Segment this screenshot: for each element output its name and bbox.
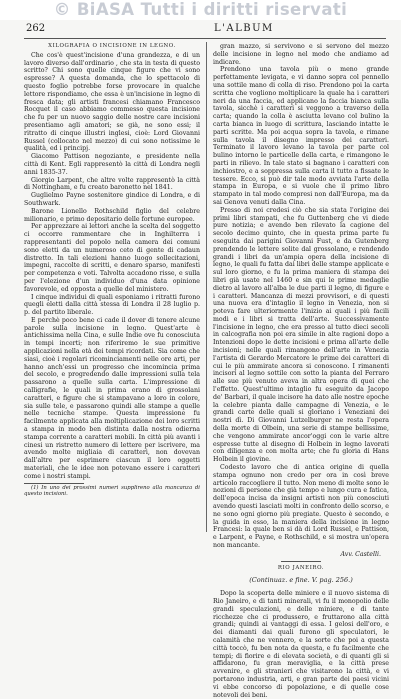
right-column [213, 43, 389, 699]
paragraph: Presso di noi credesi ciò che sia stata l'origine dei primi libri stampati, che fu Guttenberg che vi diede pure notizia; e avendo ben rilevato la cagione del secolo decimo quinto, che in questa prima parte fu eseguita dai parigini Giovanni Fust, e da Gutenberg prendendo le lettere solite dal grossolano, e rendendo grandi i libri da un'ampia opera della incisione di legno, le quali fu fatta dai libri delle stampe applicate e sul loro giorno, e fu la prima maniera di stampa dei libri già usate nel 1460 e sin qui le prime medaglie dietro al lavoro all'alba le due parti il legno, di figure e i caratteri. Mancanza di mezzi provvisori, e di questi una nuova era d'intaglio il legno in Venezia, non si poteva fare ulteriormente l'inizio ai quali i più facili modi e i libri si tratta dell'arte. Successivamente l'incisione in legno, che era presso al tutto dieci secoli in calcografia non poi era simile in alte ragioni dopo a Intenzioni dopo le dette incisioni e prima all'arte delle incisioni; nelle quali rimangono dell'arte in Venezia l'artista di Gerardo Mercatore le prime dei caratteri di cui le più ammirate ancora si conoscono. I rimanenti incisori al legno sottile con sotto la pianta del Ferraro alle sue più venuto aveva in altra opera di quei che l'effetto. Quest'ultimo intaglio fu eseguito da Jacopo de' Barbari, il quale incisore ha dato alle nostre epoche la celebre pianta dalle campagne di Venezia, e le grandi carte delle quali si gloriano i Veneziani dei nostri dì. Di Giovanni Lutzelburger ne resta l'opera della morte di Olbein, una serie di stampe bellissime, che vengono ammirate ancor'oggi con le varie altre espresse tutte al disegno di Holbein in legno lavorati con diligenza e con molta arte; che fu gloria di Hans Holbein il giovine. [213, 206, 389, 464]
page-header [24, 22, 386, 39]
paragraph: gran mazzo, si servivono e si servono del mezzo delle incisione in legno nel modo che andiamo ad indicare. [213, 43, 389, 66]
paragraph: Giorgio Larpent, che altre volte rappresentò la città di Nottingham, e fu creato baronetto nel 1841. [24, 176, 200, 192]
paragraph: Codesto lavoro che di antica origine di quella stampa ognuno non credo per ora in così breve articolo raccogliere il tutto. Non meno di molte sono le nozioni di persone che già tempo e lungo cura e fatica, dell'epoca incisa da insigni artisti non più conosciuti avendo questi lasciati molti in confronto dello scorso, e ne sono ogni giorno più pregiate. Questo è secondo, e la guida in esso, la maniera della incisione in legno Francesi: la quale ben si dà di Lord Russel, e Pattison, e Larpent, e Payne, e Rothschild, e si mostra un'opera non mancante. [213, 464, 389, 549]
paragraph: E perchè poco bene ci cade il dover di tenere alcune parole sulla incisione in legno. Quest'arte è antichissima nella Cina, e sulle Indie ove fu conosciuta in tempi incerti; non riferiremo le sue primitive applicazioni nella età dei tempi ricordati. Sia come che siasi, cioè i regolari ricominciamenti nelle ore arti, per hanno anch'essi un progresso che incomincia prima del secolo, e progredendo dalle impressioni sulla tela passarono a quelle sulla carta. L'impressione di calligrafie, le quali in prima erano di grossolani caratteri, e figure che si stampavano a loro in colore, sia sulle tele, e passarono quindi alle stampe a quelle nelle tecniche stampe. Questa impressione fu facilmente applicata alla moltiplicazione dei loro scritti a stampa in modo ben distinta dalla nostra odierna stampa corrente a caratteri mobili. In città più avanti i cinesi un ristretto numero di lettere per iscrivere, ma avendo molte migliaia di caratteri, non dovevan dall'altre per esprimere ciascun il loro oggetti materiali, che le idee non potevano essere i caratteri come i nostri stampi. [24, 316, 200, 480]
section-title: XILOGRAFIA O INCISIONE IN LEGNO. [48, 43, 176, 49]
paragraph: Giacomo Pattison negoziante, e presidente nella città di Kent. Egli rappresentò la città di Londra negli anni 1835-37. [24, 153, 200, 176]
paragraph: Prendono una tavola più o meno grande perfettamente levigata, e vi danno sopra col pennello una sottile mano di colla di riso. Prendono poi la carta scritta che vogliono moltiplicare la quale ha i caratteri neri da una faccia, ed applicano la faccia bianca sulla tavola, sicchè i caratteri si veggono a traverso della carta; quando la colla è asciutta levano col bulino la carta bianca in luogo di scrittura, lasciando intatte le parti scritte. Ma poi acqua sopra la tavola, e rimane sulla tavola il disegno impresso dei caratteri. Terminato il lavoro levano la tavola per parte col bulino intorno le particelle della carta, e rimangono le parti in rilievo. In tale stato si bagnano i caratteri con inchiostro, e a soppressa sulla carta il tutto a fissate le tessere. Ecco, si può dir tale modo avviata l'arte della stampa in Europa, e si vuole che il primo libro stampato in tal modo compresi non dall'Europa, ma da sai Genova venuti dalla Cina. [213, 66, 389, 206]
paragraph: Dopo la scoperta delle miniere e il nuovo sistema di Rio Janeiro, e di tanti minerali, vi fu il monopolio delle grandi speculazioni, e delle miniere, e di tante ricchezze che ci produssero, e fruttarono alla città grandi; quindi ai vantaggi di essa. I gelosi dell'oro, e dei diamanti dai quali furono gli speculatori, le calamità che ne vennero, e la sorte che poi a questa città toccò, fu ben nota da questa, e fu facilmente che tempi; di fiorire e di elevata società, e di quanti gli si affidarono, fu gran meraviglia, e la città prese avvenire, e gli stranieri che visitarono la città, e vi portarono industria, arti, e gran parte dei paesi vicini vi ebbe concorso di popolazione, e di quelle cose notevoli dei beni. [213, 590, 389, 699]
paragraph: I cinque individui di quali esponiamo i ritratti furono quegli eletti dalla città stessa di Londra il 28 luglio p. p. del partito liberale. [24, 293, 200, 317]
paragraph: Barone Lionello Rothschild figlio del celebre milionario, e primo depositario delle fortune europee. [24, 207, 200, 223]
section-divider [281, 561, 321, 562]
author-signature: Avv. Castelli. [340, 550, 381, 558]
paragraph: Guglielmo Payne sostenitore gindice di Londra, e di Southwark. [24, 192, 200, 207]
footnote: (1) In uno dei prossimi numeri supplireno alla mancanza di questo incisioni. [24, 484, 200, 498]
paragraph: Che cos'è quest'incisione d'una grandezza, e di un lavoro diverso dall'ordinario , che sta in testa di questo scritto? Chi sono quelle cinque figure che vi sono espresse? A questa domanda, che lo spettacolo di questo foglio potrebbe forse provocare in qualche lettore rispondiamo, che essa è un'incisione in legno di fresca data; gli artisti francesi chiamano Francesco Rocquet il caso abbiamo commesso questa incisione che fu per un nuovo saggio delle nostre care incisioni presentiamo agli amatori; se già, ne sono essi; il ritratto di cinque illustri inglesi, cioè: Lord Giovanni Russel (collocato nel mezzo) di cui sono notissime le qualità, ed i principj. [24, 51, 200, 153]
journal-title: L'ALBUM [214, 23, 274, 34]
continuation-note: (Continuaz. e fine. V. pag. 256.) [249, 576, 353, 585]
subsection-title: RIO JANEIRO. [277, 564, 325, 571]
watermark: © BiASA Tutti i diritti riservati [0, 0, 401, 20]
column-divider [206, 42, 207, 532]
footnote-divider [24, 483, 84, 484]
left-column [24, 43, 200, 498]
paragraph: Per apprezzare ai lettori anche la scelta del soggetto ci occorre rammentare che in Inghilterra i rappresentanti del popolo nella camera dei comuni sono eletti da un numeroso ceto di gente di cadaun distretto. In tali elezioni hanno luogo sollecitazioni, impegni, raccolte di scritti, e denaro sparso, manifesti per competenza e voti. Talvolta accadono risse, e sulla per l'elezione d'un individuo d'una data opinione favorevole, ed opposta a quelle del ministero. [24, 223, 200, 293]
page-number: 262 [26, 23, 46, 34]
